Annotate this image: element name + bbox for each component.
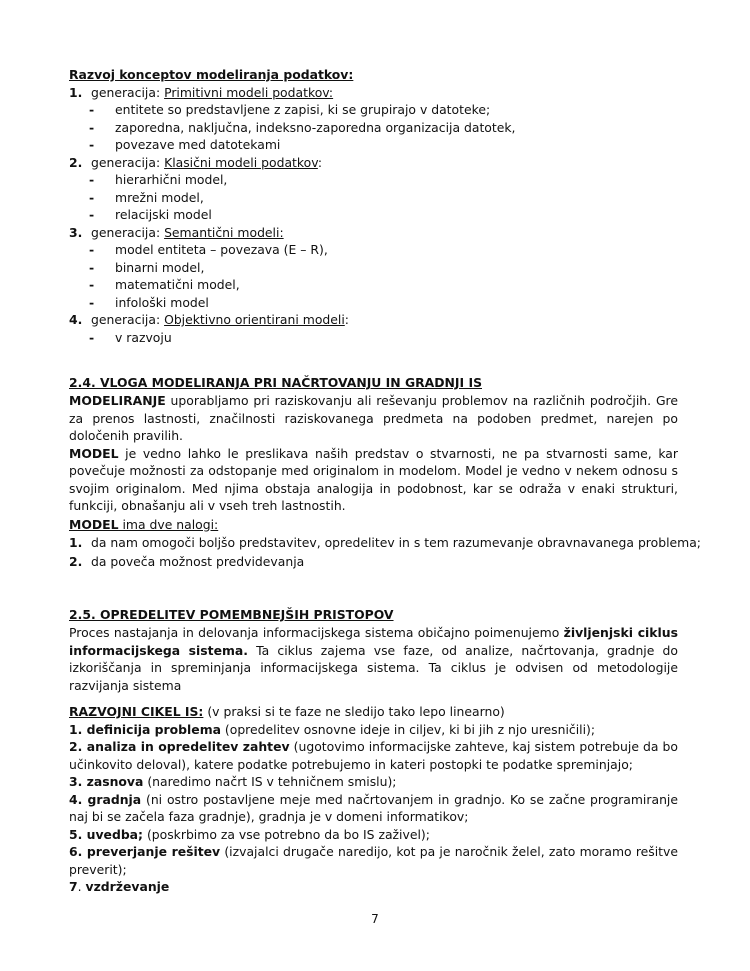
phase-item — [69, 773, 678, 791]
bullet-dash: - — [89, 172, 95, 187]
term-lifecycle: življenjski ciklus informacijskega sistema. — [69, 625, 678, 658]
paragraph-modeliranje — [69, 392, 678, 445]
paragraph-text: Ta ciklus zajema vse faze, od analize, načrtovanja, gradnje do izkoriščanja in spreminjanja informacijskega sistema. Ta ciklus je odvisen od metodologije razvijanja sistema — [69, 642, 678, 693]
tasks-heading-text: ima dve nalogi: — [118, 516, 219, 532]
generation-subitem — [69, 329, 678, 347]
generation-subitem — [69, 189, 678, 207]
model-tasks-heading — [69, 516, 678, 534]
task-number: 2. — [69, 554, 83, 569]
phase-text: (opredelitev osnovne ideje in ciljev, ki bi jih z njo uresničili); — [220, 721, 596, 737]
task-text: da nam omogoči boljšo predstavitev, opredelitev in s tem razumevanje obravnavanega problema; — [91, 535, 701, 550]
subitem-text: zaporedna, naključna, indeksno-zaporedna organizacija datotek, — [115, 119, 516, 135]
bullet-dash: - — [89, 119, 95, 135]
generation-item — [69, 84, 678, 102]
subitem-text: matematični model, — [115, 277, 240, 292]
phase-label: 2. analiza in opredelitev zahtev — [69, 739, 290, 754]
phase-label: vzdrževanje — [85, 879, 170, 894]
phase-number: 7 — [69, 879, 78, 894]
phase-label: 5. uvedba; — [69, 826, 143, 842]
bullet-dash: - — [89, 329, 95, 345]
cycle-heading-note: (v praksi si te faze ne sledijo tako lepo linearno) — [203, 704, 505, 719]
bullet-dash: - — [89, 189, 95, 205]
phase-label: 6. preverjanje rešitev — [69, 844, 221, 859]
phase-item — [69, 738, 678, 773]
generation-prefix: generacija: — [91, 224, 165, 240]
generation-suffix: : — [317, 154, 323, 170]
subitem-text: relacijski model — [115, 207, 212, 222]
phase-text: (ugotovimo informacijske zahteve, kaj sistem potrebuje da bo učinkovito deloval), katere podatke potrebujemo in kateri postopki te podatke spreminjajo; — [69, 739, 678, 772]
phase-label: 4. gradnja — [69, 791, 142, 807]
page-number: 7 — [371, 912, 379, 926]
phase-text: (izvajalci drugače naredijo, kot pa je naročnik želel, zato moramo rešitve preverit); — [69, 844, 678, 877]
phase-text: (ni ostro postavljene meje med načrtovanjem in gradnjo. Ko se začne programiranje naj bi se začela faza gradnje), gradnja je v domeni informatikov; — [69, 791, 678, 824]
phase-text: (poskrbimo za vse potrebno da bo IS zaživel); — [143, 826, 430, 842]
bullet-dash: - — [89, 137, 95, 152]
generation-title: Klasični modeli podatkov — [164, 154, 318, 170]
generation-subitem — [69, 171, 678, 189]
section-heading-2-4: 2.4. VLOGA MODELIRANJA PRI NAČRTOVANJU IN GRADNJI IS — [69, 375, 482, 390]
task-text: da poveča možnost predvidevanja — [91, 554, 305, 569]
generations-list — [69, 84, 678, 347]
task-number: 1. — [69, 535, 83, 550]
generation-subitem — [69, 119, 678, 137]
bullet-dash: - — [89, 294, 95, 310]
generation-title: Semantični modeli: — [164, 224, 284, 240]
phases-list — [69, 721, 678, 879]
subitem-text: entitete so predstavljene z zapisi, ki se grupirajo v datoteke; — [115, 102, 491, 117]
phase-label: 3. zasnova — [69, 774, 144, 789]
cycle-heading — [69, 703, 678, 721]
subitem-text: infološki model — [115, 294, 209, 310]
generation-subitem — [69, 206, 678, 224]
term-model: MODEL — [69, 516, 119, 532]
generation-number: 2. — [69, 154, 83, 170]
generation-prefix: generacija: — [91, 312, 165, 327]
phase-item — [69, 843, 678, 878]
subitem-text: model entiteta – povezava (E – R), — [115, 242, 328, 257]
generation-suffix: : — [344, 312, 349, 327]
generation-subitem — [69, 259, 678, 277]
generation-title: Objektivno orientirani modeli — [164, 312, 345, 327]
bullet-dash: - — [89, 277, 95, 292]
phase-label: 1. definicija problema — [69, 721, 221, 737]
model-task-item — [69, 552, 678, 571]
phase-dot: . — [77, 879, 86, 894]
model-task-item — [69, 533, 701, 552]
generation-number: 4. — [69, 312, 83, 327]
section-heading-2-5: 2.5. OPREDELITEV POMEMBNEJŠIH PRISTOPOV — [69, 607, 394, 622]
bullet-dash: - — [89, 259, 95, 275]
section-heading-data-models: Razvoj konceptov modeliranja podatkov: — [69, 67, 354, 82]
paragraph-model — [69, 445, 678, 515]
phase-item — [69, 791, 678, 826]
paragraph-text: Proces nastajanja in delovanja informacijskega sistema običajno poimenujemo — [69, 625, 564, 640]
phase-text: (naredimo načrt IS v tehničnem smislu); — [143, 774, 397, 789]
generation-prefix: generacija: — [91, 154, 165, 170]
paragraph-text: uporabljamo pri raziskovanju ali reševanju problemov na različnih področjih. Gre za prenos lastnosti, značilnosti raziskovanega predmeta na podoben predmet, narejen po določenih pravilih. — [69, 393, 678, 443]
subitem-text: binarni model, — [115, 259, 205, 275]
generation-number: 1. — [69, 84, 83, 100]
subitem-text: povezave med datotekami — [115, 137, 281, 152]
generation-subitem — [69, 101, 678, 119]
phase-7 — [69, 878, 678, 896]
generation-subitem — [69, 294, 678, 312]
bullet-dash: - — [89, 207, 95, 222]
generation-subitem — [69, 241, 678, 259]
generation-subitem — [69, 276, 678, 294]
subitem-text: hierarhični model, — [115, 172, 228, 187]
generation-subitem — [69, 136, 678, 154]
phase-item — [69, 826, 678, 844]
generation-number: 3. — [69, 224, 83, 240]
term-modeliranje: MODELIRANJE — [69, 393, 166, 408]
subitem-text: mrežni model, — [115, 189, 204, 205]
paragraph-lifecycle — [69, 624, 678, 694]
bullet-dash: - — [89, 102, 95, 117]
generation-prefix: generacija: — [91, 84, 165, 100]
cycle-heading-label: RAZVOJNI CIKEL IS: — [69, 704, 204, 719]
paragraph-text: je vedno lahko le preslikava naših predstav o stvarnosti, ne pa stvarnosti same, kar povečuje možnosti za odstopanje med originalom in modelom. Model je vedno v nekem odnosu s svojim originalom. Med njima obstaja analogija in podobnost, kar se odraža v enaki strukturi, funkciji, obnašanju ali v vseh treh lastnostih. — [69, 445, 678, 513]
bullet-dash: - — [89, 242, 95, 257]
phase-item — [69, 721, 678, 739]
model-tasks-list — [69, 533, 701, 571]
document-page — [69, 66, 701, 896]
generation-item — [69, 311, 678, 329]
subitem-text: v razvoju — [115, 329, 172, 345]
generation-item — [69, 154, 678, 172]
generation-item — [69, 224, 678, 242]
term-model: MODEL — [69, 445, 119, 461]
generation-title: Primitivni modeli podatkov: — [164, 84, 334, 100]
